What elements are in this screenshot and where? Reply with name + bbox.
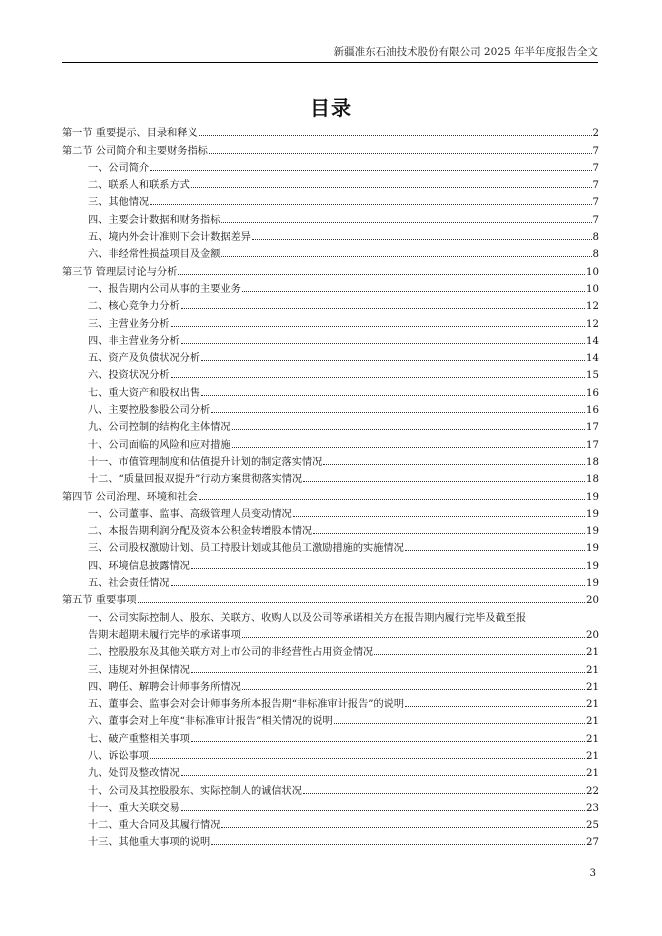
toc-dot-leader: [242, 637, 585, 638]
toc-section[interactable]: [62, 589, 599, 606]
toc-dot-leader: [374, 654, 585, 655]
toc-entry-page: 14: [586, 335, 599, 347]
toc-entry[interactable]: [62, 243, 599, 260]
toc-entry-page: 21: [586, 699, 599, 711]
toc-entry[interactable]: [62, 191, 599, 208]
toc-entry-label: 五、境内外会计准则下会计数据差异: [88, 232, 251, 244]
toc-entry-page: 7: [592, 180, 599, 192]
toc-dot-leader: [171, 377, 586, 378]
toc-entry-label: 四、环境信息披露情况: [88, 560, 190, 572]
toc-entry-label: 十一、市值管理制度和估值提升计划的制定落实情况: [88, 456, 323, 468]
toc-entry-page: 19: [586, 508, 599, 520]
toc-dot-leader: [323, 464, 585, 465]
toc-entry[interactable]: [62, 278, 599, 295]
toc-entry[interactable]: [62, 572, 599, 589]
toc-entry-label: 十、公司面临的风险和应对措施: [88, 439, 231, 451]
toc-entry-page: 19: [586, 491, 599, 503]
toc-entry[interactable]: [62, 797, 599, 814]
toc-dot-leader: [191, 568, 585, 569]
toc-entry-label: 十三、其他重大事项的说明: [88, 837, 211, 849]
toc-entry-label: 五、社会责任情况: [88, 578, 170, 590]
toc-entry-page: 7: [592, 145, 599, 157]
toc-entry[interactable]: [62, 762, 599, 779]
toc-entry-label: 五、资产及负债状况分析: [88, 353, 201, 365]
toc-entry-page: 7: [592, 214, 599, 226]
toc-entry-label: 七、破产重整相关事项: [88, 733, 190, 745]
toc-dot-leader: [232, 447, 585, 448]
toc-entry-label: 六、董事会对上年度“非标准审计报告”相关情况的说明: [88, 716, 333, 728]
toc-dot-leader: [252, 239, 592, 240]
toc-dot-leader: [199, 499, 585, 500]
toc-dot-leader: [171, 585, 586, 586]
toc-entry[interactable]: [62, 537, 599, 554]
toc-dot-leader: [211, 412, 585, 413]
toc-dot-leader: [221, 222, 591, 223]
toc-entry[interactable]: [62, 520, 599, 537]
toc-dot-leader: [221, 256, 591, 257]
toc-entry-label: 二、本报告期利润分配及资本公积金转增股本情况: [88, 526, 313, 538]
toc-entry[interactable]: [62, 330, 599, 347]
toc-section[interactable]: [62, 122, 599, 139]
toc-entry-page: 18: [586, 474, 599, 486]
toc-dot-leader: [181, 308, 585, 309]
toc-entry-label: 六、投资状况分析: [88, 370, 170, 382]
toc-entry-page: 7: [592, 197, 599, 209]
toc-entry-label: 二、控股股东及其他关联方对上市公司的非经营性占用资金情况: [88, 647, 374, 659]
toc-entry-page: 12: [586, 318, 599, 330]
toc-dot-leader: [405, 706, 585, 707]
toc-dot-leader: [221, 827, 585, 828]
toc-entry[interactable]: [62, 727, 599, 744]
toc-dot-leader: [303, 793, 585, 794]
toc-entry-label: 第二节 公司简介和主要财务指标: [62, 145, 208, 157]
toc-entry-label: 一、报告期内公司从事的主要业务: [88, 283, 241, 295]
toc-dot-leader: [313, 533, 585, 534]
toc-entry[interactable]: [62, 693, 599, 710]
toc-entry-page: 16: [586, 387, 599, 399]
toc-entry[interactable]: [62, 208, 599, 225]
toc-entry-label: 六、非经常性损益项目及金额: [88, 249, 221, 261]
toc-entry[interactable]: [62, 295, 599, 312]
toc-entry-label: 第一节 重要提示、目录和释义: [62, 128, 198, 140]
toc-entry-page: 21: [586, 681, 599, 693]
toc-entry[interactable]: [62, 451, 599, 468]
toc-dot-leader: [181, 775, 585, 776]
toc-entry[interactable]: [62, 226, 599, 243]
toc-entry-label: 第五节 重要事项: [62, 595, 137, 607]
toc-entry-page: 21: [586, 733, 599, 745]
toc-entry[interactable]: [62, 468, 599, 485]
toc-entry-label: 三、公司股权激励计划、员工持股计划或其他员工激励措施的实施情况: [88, 543, 404, 555]
toc-entry-page: 22: [586, 785, 599, 797]
page-number: 3: [589, 868, 596, 879]
toc-entry-page: 18: [586, 456, 599, 468]
toc-dot-leader: [150, 758, 585, 759]
toc-dot-leader: [405, 550, 585, 551]
toc-entry[interactable]: [62, 381, 599, 398]
toc-entry-label: 三、违规对外担保情况: [88, 664, 190, 676]
toc-dot-leader: [181, 343, 585, 344]
toc-entry-label: 一、公司董事、监事、高级管理人员变动情况: [88, 508, 292, 520]
toc-section[interactable]: [62, 139, 599, 156]
toc-entry[interactable]: [62, 347, 599, 364]
toc-entry-label: 十二、“质量回报双提升”行动方案贯彻落实情况: [88, 474, 303, 486]
toc-entry-page: 8: [592, 232, 599, 244]
toc-dot-leader: [191, 187, 592, 188]
toc-dot-leader: [150, 170, 591, 171]
toc-entry-page: 20: [586, 595, 599, 607]
toc-title: 目录: [310, 96, 352, 120]
toc-dot-leader: [293, 516, 585, 517]
toc-entry-page: 21: [586, 750, 599, 762]
toc-entry-label: 四、聘任、解聘会计师事务所情况: [88, 681, 241, 693]
toc-entry-page: 19: [586, 578, 599, 590]
toc-entry-page: 15: [586, 370, 599, 382]
toc-entry[interactable]: [62, 312, 599, 329]
toc-entry-page: 25: [586, 820, 599, 832]
toc-entry-page: 19: [586, 560, 599, 572]
toc-entry-page: 17: [586, 439, 599, 451]
toc-dot-leader: [181, 810, 585, 811]
toc-entry[interactable]: [62, 779, 599, 796]
toc-entry[interactable]: [62, 433, 599, 450]
toc-entry-label: 八、诉讼事项: [88, 750, 150, 762]
toc-entry-page: 10: [586, 283, 599, 295]
toc-entry-page: 27: [586, 837, 599, 849]
toc-entry-page: 17: [586, 422, 599, 434]
toc-dot-leader: [303, 481, 585, 482]
toc-entry[interactable]: [62, 416, 599, 433]
toc-entry-label: 一、公司实际控制人、股东、关联方、收购人以及公司等承诺相关方在报告期内履行完毕及截至报: [88, 612, 527, 624]
toc-entry-page: 20: [586, 629, 599, 641]
toc-entry[interactable]: [62, 399, 599, 416]
toc-entry-label: 第三节 管理层讨论与分析: [62, 266, 178, 278]
toc-entry-page: 19: [586, 543, 599, 555]
toc-entry-label: 二、核心竞争力分析: [88, 301, 180, 313]
toc-entry-label: 四、主要会计数据和财务指标: [88, 214, 221, 226]
page-header: [62, 44, 598, 63]
toc-dot-leader: [178, 274, 585, 275]
toc-entry-label: 二、联系人和联系方式: [88, 180, 190, 192]
toc-dot-leader: [211, 844, 585, 845]
toc-entry-label: 十、公司及其控股股东、实际控制人的诚信状况: [88, 785, 302, 797]
toc-entry[interactable]: [62, 745, 599, 762]
toc-entry[interactable]: [62, 831, 599, 848]
toc-dot-leader: [201, 360, 585, 361]
toc-entry[interactable]: [62, 814, 599, 831]
toc-dot-leader: [150, 204, 591, 205]
toc-dot-leader: [334, 723, 585, 724]
toc-entry-label: 四、非主营业务分析: [88, 335, 180, 347]
toc-entry-label: 五、董事会、监事会对会计师事务所本报告期“非标准审计报告”的说明: [88, 699, 405, 711]
toc-entry-page: 14: [586, 353, 599, 365]
toc-dot-leader: [242, 689, 585, 690]
toc-entry-page: 21: [586, 664, 599, 676]
header-title: 新疆准东石油技术股份有限公司 2025 年半年度报告全文: [333, 46, 598, 58]
toc-dot-leader: [191, 672, 585, 673]
toc-entry[interactable]: [62, 364, 599, 381]
toc-entry-label: 十一、重大关联交易: [88, 802, 180, 814]
toc-dot-leader: [171, 326, 586, 327]
toc-dot-leader: [209, 153, 592, 154]
toc-dot-leader: [138, 602, 585, 603]
toc-entry[interactable]: [62, 641, 599, 658]
toc-entry-page: 19: [586, 526, 599, 538]
toc-entry[interactable]: [62, 157, 599, 174]
toc-entry-page: 7: [592, 162, 599, 174]
toc-section[interactable]: [62, 260, 599, 277]
toc-entry-page: 21: [586, 768, 599, 780]
toc-entry-label: 一、公司简介: [88, 162, 150, 174]
toc-dot-leader: [201, 395, 585, 396]
toc-entry-page: 8: [592, 249, 599, 261]
toc-entry-label: 九、处罚及整改情况: [88, 768, 180, 780]
toc-entry[interactable]: [62, 658, 599, 675]
toc-dot-leader: [191, 741, 585, 742]
toc-entry[interactable]: [62, 710, 599, 727]
toc-dot-leader: [199, 135, 592, 136]
toc-entry-page: 10: [586, 266, 599, 278]
toc-entry-label: 第四节 公司治理、环境和社会: [62, 491, 198, 503]
toc-entry[interactable]: [62, 606, 599, 641]
toc-entry-label: 三、其他情况: [88, 197, 150, 209]
toc-entry[interactable]: [62, 174, 599, 191]
toc-dot-leader: [232, 429, 585, 430]
toc-entry-page: 21: [586, 716, 599, 728]
toc-entry-label: 八、主要控股参股公司分析: [88, 405, 211, 417]
toc-dot-leader: [242, 291, 585, 292]
toc-entry-label: 七、重大资产和股权出售: [88, 387, 201, 399]
toc-entry[interactable]: [62, 503, 599, 520]
toc-entry-page: 2: [592, 128, 599, 140]
toc-entry-page: 21: [586, 647, 599, 659]
toc-entry-label: 十二、重大合同及其履行情况: [88, 820, 221, 832]
toc-entry-label-continued: 告期末超期未履行完毕的承诺事项: [88, 629, 241, 641]
toc-section[interactable]: [62, 485, 599, 502]
table-of-contents: [62, 122, 599, 848]
toc-entry-label: 九、公司控制的结构化主体情况: [88, 422, 231, 434]
toc-entry-label: 三、主营业务分析: [88, 318, 170, 330]
toc-entry[interactable]: [62, 554, 599, 571]
toc-entry-page: 23: [586, 802, 599, 814]
toc-entry[interactable]: [62, 676, 599, 693]
toc-entry-page: 16: [586, 405, 599, 417]
toc-entry-page: 12: [586, 301, 599, 313]
